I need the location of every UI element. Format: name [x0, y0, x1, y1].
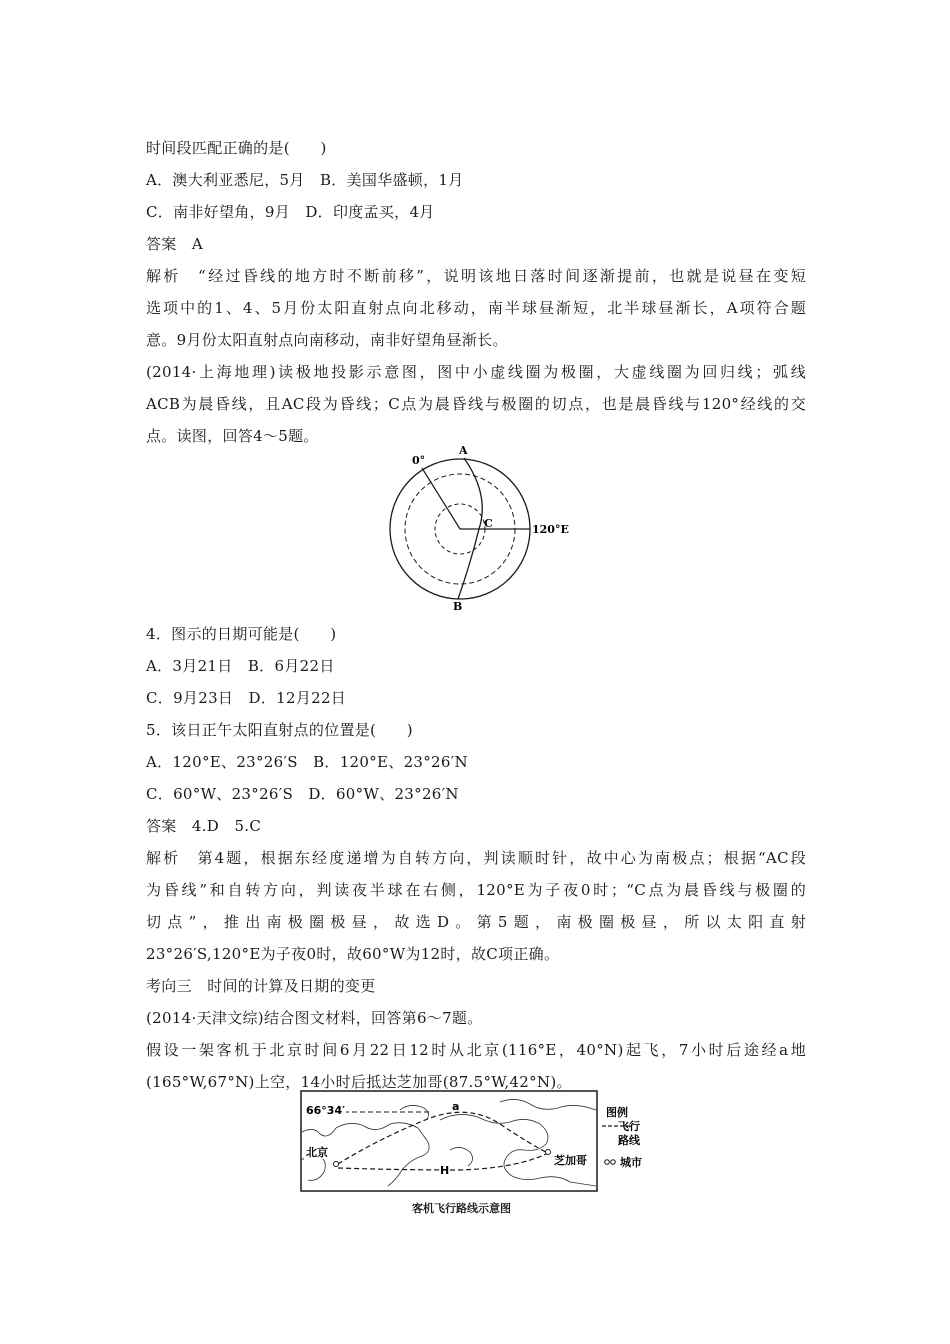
label-a-point: a [452, 1100, 460, 1113]
q5-options-ab: A．120°E、23°26′S B．120°E、23°26′N [146, 753, 468, 771]
arctic-circle-label: 66°34′ [306, 1104, 346, 1117]
option-line-ab: A．澳大利亚悉尼，5月 B．美国华盛顿，1月 [146, 171, 464, 189]
q5-options-cd: C．60°W、23°26′S D．60°W、23°26′N [146, 785, 459, 803]
intro-line-2: ACB为晨昏线，且AC段为昏线；C点为晨昏线与极圈的切点，也是晨昏线与120°经线的交 [146, 395, 806, 413]
intro-6-7: (2014·天津文综)结合图文材料，回答第6～7题。 [146, 1009, 483, 1027]
legend-route-label-2: 路线 [618, 1134, 640, 1147]
answer-line: 答案 A [146, 235, 204, 253]
legend-city-symbol [611, 1160, 616, 1165]
legend-title: 图例 [606, 1106, 628, 1119]
beijing-label: 北京 [306, 1146, 328, 1159]
label-c: C [484, 517, 493, 530]
scenario-line-2: (165°W,67°N)上空，14小时后抵达芝加哥(87.5°W,42°N)。 [146, 1073, 572, 1091]
beijing-city-marker [334, 1162, 339, 1167]
legend-route-label: 飞行 [618, 1120, 640, 1133]
scenario-line-1: 假设一架客机于北京时间6月22日12时从北京(116°E，40°N)起飞，7小时后途经a地 [146, 1041, 806, 1059]
q4-options-cd: C．9月23日 D．12月22日 [146, 689, 347, 707]
label-a: A [459, 444, 468, 457]
question-4-stem: 4．图示的日期可能是( ) [146, 625, 337, 643]
analysis-4-5-line-2: 为昏线”和自转方向，判读夜半球在右侧，120°E为子夜0时；“C点为晨昏线与极圈的 [146, 881, 806, 899]
label-0-degree: 0° [412, 454, 426, 467]
analysis-4-5-line-1: 解析 第4题，根据东经度递增为自转方向，判读顺时针，故中心为南极点；根据“AC段 [146, 849, 806, 867]
analysis-line-2: 选项中的1、4、5月份太阳直射点向北移动，南半球昼渐短，北半球昼渐长，A项符合题 [146, 299, 806, 317]
q4-options-ab: A．3月21日 B．6月22日 [146, 657, 335, 675]
section-heading: 考向三 时间的计算及日期的变更 [146, 977, 376, 995]
analysis-4-5-line-3: 切点”，推出南极圈极昼，故选D。第5题，南极圈极昼，所以太阳直射 [146, 913, 806, 931]
answer-4-5: 答案 4.D 5.C [146, 817, 262, 835]
line-q3-tail: 时间段匹配正确的是( ) [146, 139, 327, 157]
analysis-4-5-line-4: 23°26′S,120°E为子夜0时，故60°W为12时，故C项正确。 [146, 945, 560, 963]
meridian-0 [422, 468, 460, 529]
legend-city-label: 城市 [620, 1156, 642, 1169]
flight-route-map [300, 1090, 660, 1194]
chicago-city-marker [546, 1150, 551, 1155]
option-line-cd: C．南非好望角，9月 D．印度孟买，4月 [146, 203, 435, 221]
label-b: B [453, 600, 463, 612]
polar-projection-figure [380, 440, 580, 612]
intro-line-3: 点。读图，回答4～5题。 [146, 427, 319, 445]
label-120e: 120°E [532, 523, 569, 536]
chicago-label: 芝加哥 [554, 1154, 587, 1167]
label-h-point: H [440, 1164, 450, 1177]
map-caption: 客机飞行路线示意图 [412, 1202, 511, 1215]
question-5-stem: 5．该日正午太阳直射点的位置是( ) [146, 721, 413, 739]
analysis-line-1: 解析 “经过昏线的地方时不断前移”，说明该地日落时间逐渐提前，也就是说昼在变短 [146, 267, 806, 285]
analysis-line-3: 意。9月份太阳直射点向南移动，南非好望角昼渐长。 [146, 331, 508, 349]
intro-line-1: (2014·上海地理)读极地投影示意图，图中小虚线圈为极圈，大虚线圈为回归线；弧线 [146, 363, 806, 381]
legend-city-symbol [605, 1160, 610, 1165]
